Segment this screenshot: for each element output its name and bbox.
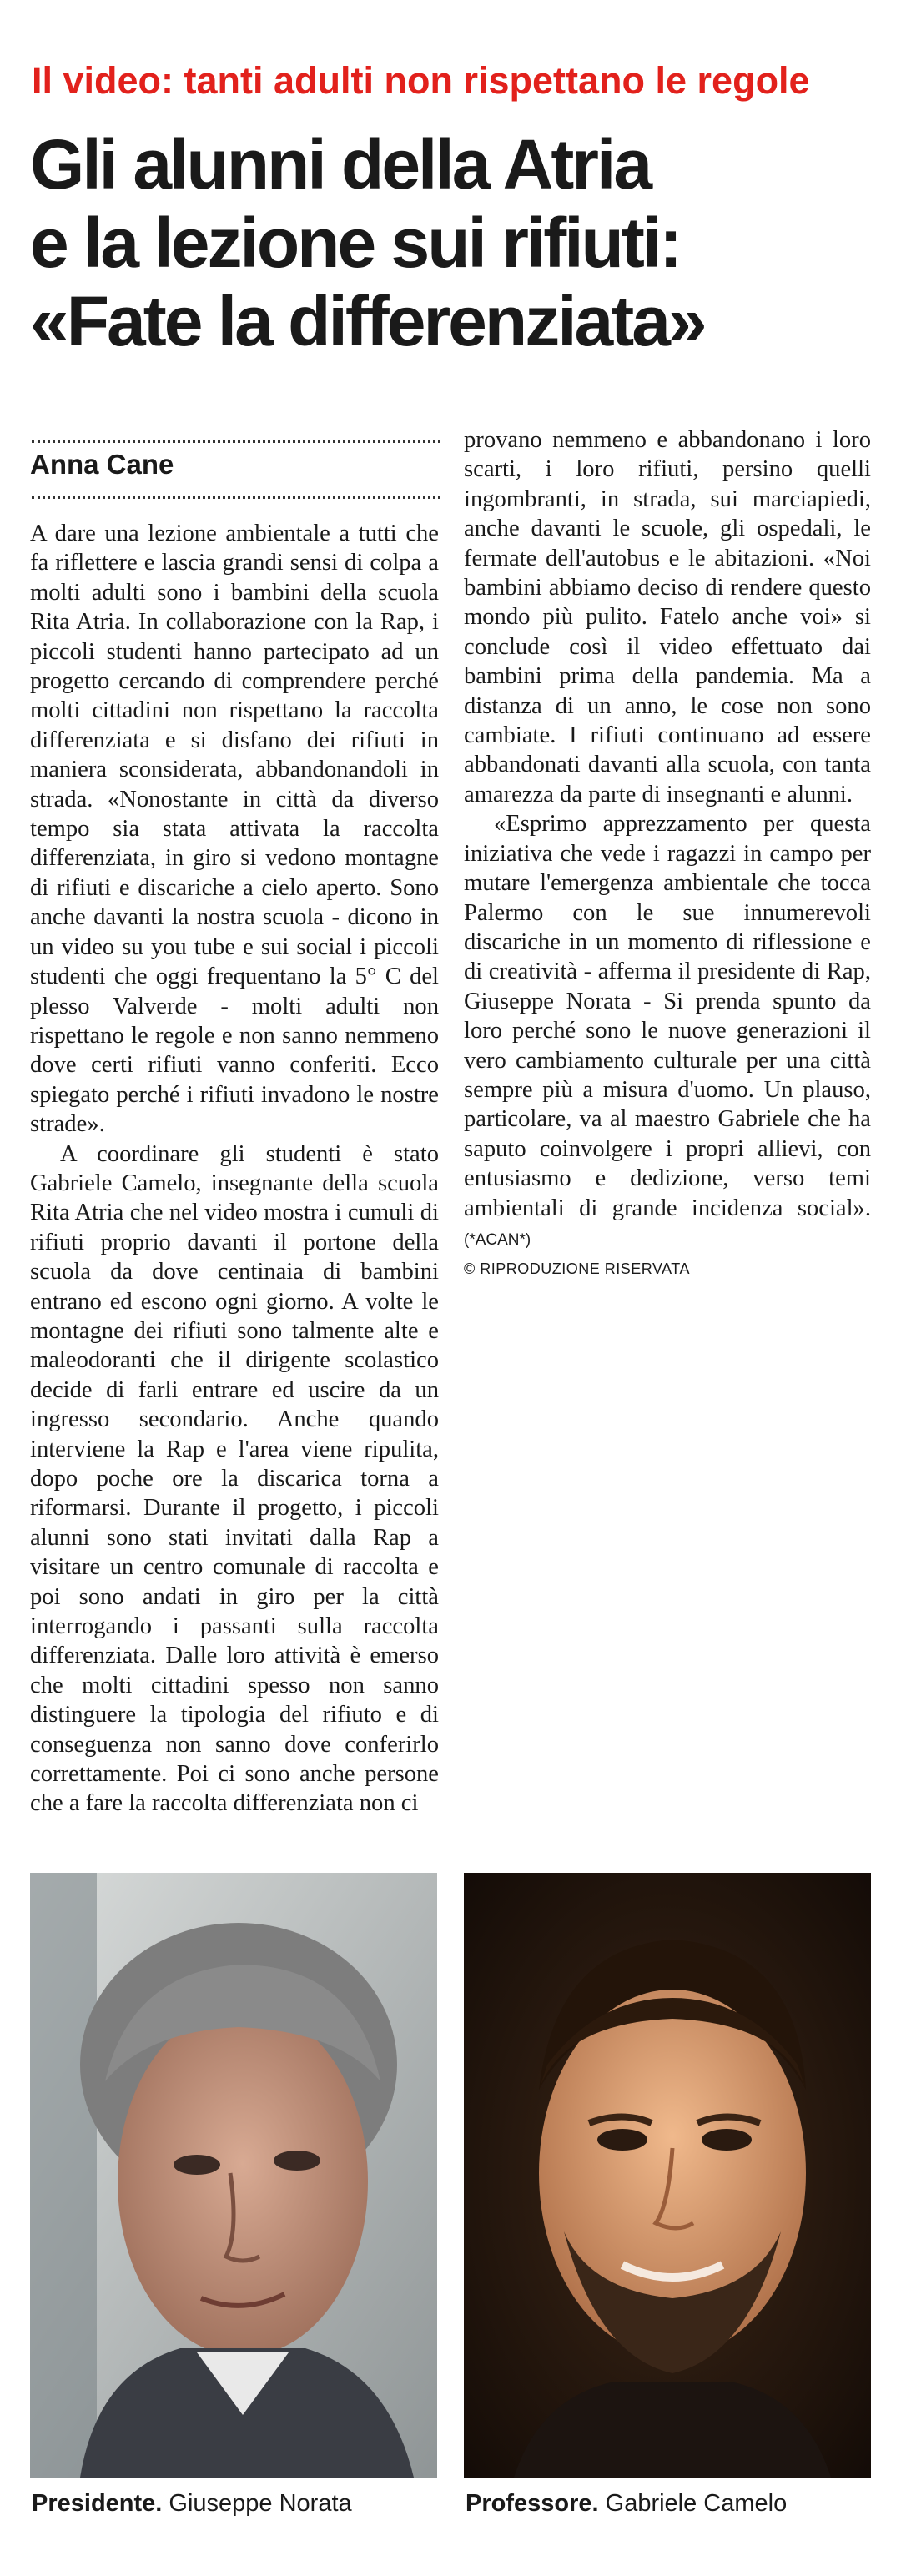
article-paragraph-1: A dare una lezione ambientale a tutti che fa riflettere e lascia grandi sensi di colpa a molti adulti sono i bambini della scuola Rita Atria. In collaborazione con la Rap, i piccoli studenti hanno partecipato ad un progetto cercando di comprendere perché molti cittadini non rispettano la raccolta differenziata e si disfano dei rifiuti in maniera sconsiderata, abbandonandoli in strada. «Nonostante in città da diverso tempo sia stata attivata la raccolta differenziata, in giro si vedono montagne di rifiuti e discariche a cielo aperto. Sono anche davanti la nostra scuola - dicono in un video su you tube e sui social i piccoli studenti che oggi frequentano la 5° C del plesso Valverde - molti adulti non rispettano le regole e non sanno nemmeno dove certi rifiuti vanno conferiti. Ecco spiegato perché i rifiuti invadono le nostre strade». xyxy=(30,521,439,1138)
portrait-professor-image xyxy=(464,1873,871,2478)
headline xyxy=(30,125,881,360)
photo-president xyxy=(30,1873,437,2478)
caption-president xyxy=(32,2490,352,2518)
caption-professor-name: Gabriele Camelo xyxy=(605,2490,788,2517)
byline: Anna Cane xyxy=(30,449,174,480)
portrait-president-image xyxy=(30,1873,437,2478)
caption-president-name: Giuseppe Norata xyxy=(169,2490,352,2517)
byline-rule-bottom xyxy=(32,496,440,499)
article-paragraph-2-part-1: A coordinare gli studenti è stato Gabriele Camelo, insegnante della scuola Rita Atria che nel video mostra i cumuli di rifiuti proprio davanti il portone della scuola da dove centinaia di bambini entrano ed escono ogni giorno. A volte le montagne dei rifiuti sono talmente alte e maleodoranti che il dirigente scolastico decide di farli entrare ed uscire da un ingresso secondario. Anche quando interviene la Rap e l'area viene ripulita, dopo poche ore la discarica torna a riformarsi. Durante il progetto, i piccoli alunni sono stati invitati dalla Rap a visitare un centro comunale di raccolta e poi sono andati in giro per la città interrogando i passanti sulla raccolta differenziata. Dalle loro attività è emerso che molti cittadini spesso non sanno distinguere la tipologia del rifiuto e di conseguenza non sanno dove conferirlo correttamente. Poi ci sono anche persone che a fare la raccolta differenziata non ci xyxy=(30,1140,439,1817)
article-column-right xyxy=(464,425,871,1285)
headline-line-2: e la lezione sui rifiuti: xyxy=(30,204,681,283)
caption-professor-label: Professore. xyxy=(466,2490,599,2517)
headline-line-3: «Fate la differenziata» xyxy=(30,282,705,361)
copyright-notice: © RIPRODUZIONE RISERVATA xyxy=(464,1260,690,1278)
article-paragraph-3: «Esprimo apprezzamento per questa iniziativa che vede i ragazzi in campo per mutare l'emergenza ambientale che tocca Palermo con le sue innumerevoli discariche in un momento di riflessione e di creatività - afferma il presidente di Rap, Giuseppe Norata - Si prenda spunto da loro perché sono le nuove generazioni il vero cambiamento culturale per una città sempre più a misura d'uomo. Un plauso, particolare, va al maestro Gabriele che ha saputo coinvolgere i propri allievi, con entusiasmo e dedizione, verso temi ambientali di grande incidenza social». (*ACAN*) xyxy=(464,811,871,1249)
byline-rule-top xyxy=(32,440,440,443)
article-column-left xyxy=(30,519,439,1819)
article-paragraph-2-part-2: provano nemmeno e abbandonano i loro scarti, i loro rifiuti, persino quelli ingombranti, in strada, sui marciapiedi, anche davanti le scuole, gli ospedali, le fermate dell'autobus e le abitazioni. «Noi bambini abbiamo deciso di rendere questo mondo più pulito. Fatelo anche voi» si conclude così il video effettuato dai bambini prima della pandemia. Ma a distanza di un anno, le cose non sono cambiate. I rifiuti continuano ad essere abbandonati davanti alla scuola, con tanta amarezza da parte di insegnanti e alunni. xyxy=(464,427,871,808)
caption-president-label: Presidente. xyxy=(32,2490,163,2517)
caption-professor xyxy=(466,2490,787,2518)
kicker: Il video: tanti adulti non rispettano le regole xyxy=(32,59,810,102)
author-signature: (*ACAN*) xyxy=(464,1230,531,1249)
photo-professor xyxy=(464,1873,871,2478)
headline-line-1: Gli alunni della Atria xyxy=(30,125,651,204)
